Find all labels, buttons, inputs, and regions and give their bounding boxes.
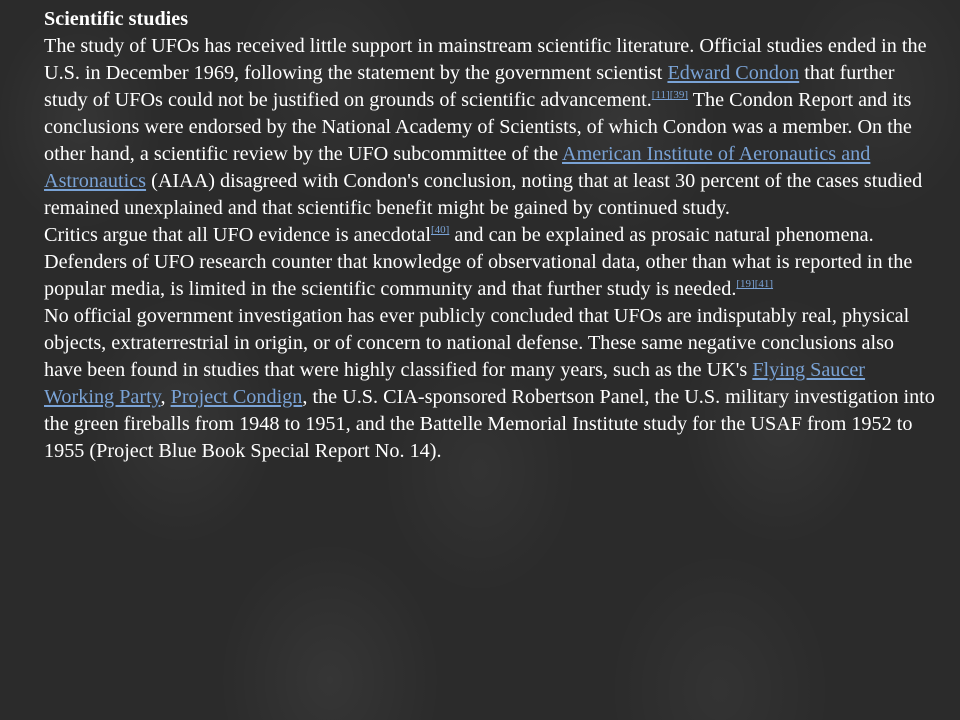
citation-link-39[interactable]: [39] — [669, 89, 689, 101]
link-project-condign[interactable]: Project Condign — [170, 386, 303, 408]
citation-19-41 — [736, 278, 773, 290]
text-run: The study of UFOs has received little support in mainstream scientific literature. Official studies ended in the U.S. in December 1969, following the statement by the government scientist — [44, 35, 927, 84]
text-run: and can be explained as prosaic natural phenomena. Defenders of UFO research counter that knowledge of observational data, other than what is reported in the popular media, is limited in the scientific community and that further study is needed. — [44, 224, 913, 300]
citation-40 — [431, 224, 449, 236]
text-run: Critics argue that all UFO evidence is anecdotal — [44, 224, 431, 246]
text-run: that further study of UFOs could not be justified on grounds of scientific advancement. — [44, 62, 895, 111]
citation-link-11[interactable]: [11] — [651, 89, 670, 101]
paragraph-critics — [44, 222, 936, 303]
text-run: , the U.S. CIA-sponsored Robertson Panel, the U.S. military investigation into the green fireballs from 1948 to 1951, and the Battelle Memorial Institute study for the USAF from 1952 to 1955 (Project Blue Book Special Report No. 14). — [44, 386, 935, 462]
citation-link-41[interactable]: [41] — [754, 278, 774, 290]
citation-11-39 — [652, 89, 688, 101]
paragraph-condon — [44, 33, 936, 222]
link-aiaa[interactable]: American Institute of Aeronautics and Astronautics — [44, 143, 871, 192]
text-run: No official government investigation has ever publicly concluded that UFOs are indisputably real, physical objects, extraterrestrial in origin, or of concern to national defense. These same negative conclusions also have been found in studies that were highly classified for many years, such as the UK's — [44, 305, 910, 381]
text-run: The Condon Report and its conclusions were endorsed by the National Academy of Scientists, of which Condon was a member. On the other hand, a scientific review by the UFO subcommittee of the — [44, 89, 912, 165]
slide-text-body — [44, 6, 936, 465]
link-edward-condon[interactable]: Edward Condon — [667, 62, 800, 84]
text-run: , — [160, 386, 171, 408]
citation-link-40[interactable]: [40] — [431, 224, 450, 236]
link-flying-saucer-working-party[interactable]: Flying Saucer Working Party — [44, 359, 866, 408]
paragraph-government — [44, 303, 936, 465]
text-run: (AIAA) disagreed with Condon's conclusion, noting that at least 30 percent of the cases studied remained unexplained and that scientific benefit might be gained by continued study. — [44, 170, 923, 219]
section-heading: Scientific studies — [44, 8, 189, 30]
citation-link-19[interactable]: [19] — [736, 278, 755, 290]
